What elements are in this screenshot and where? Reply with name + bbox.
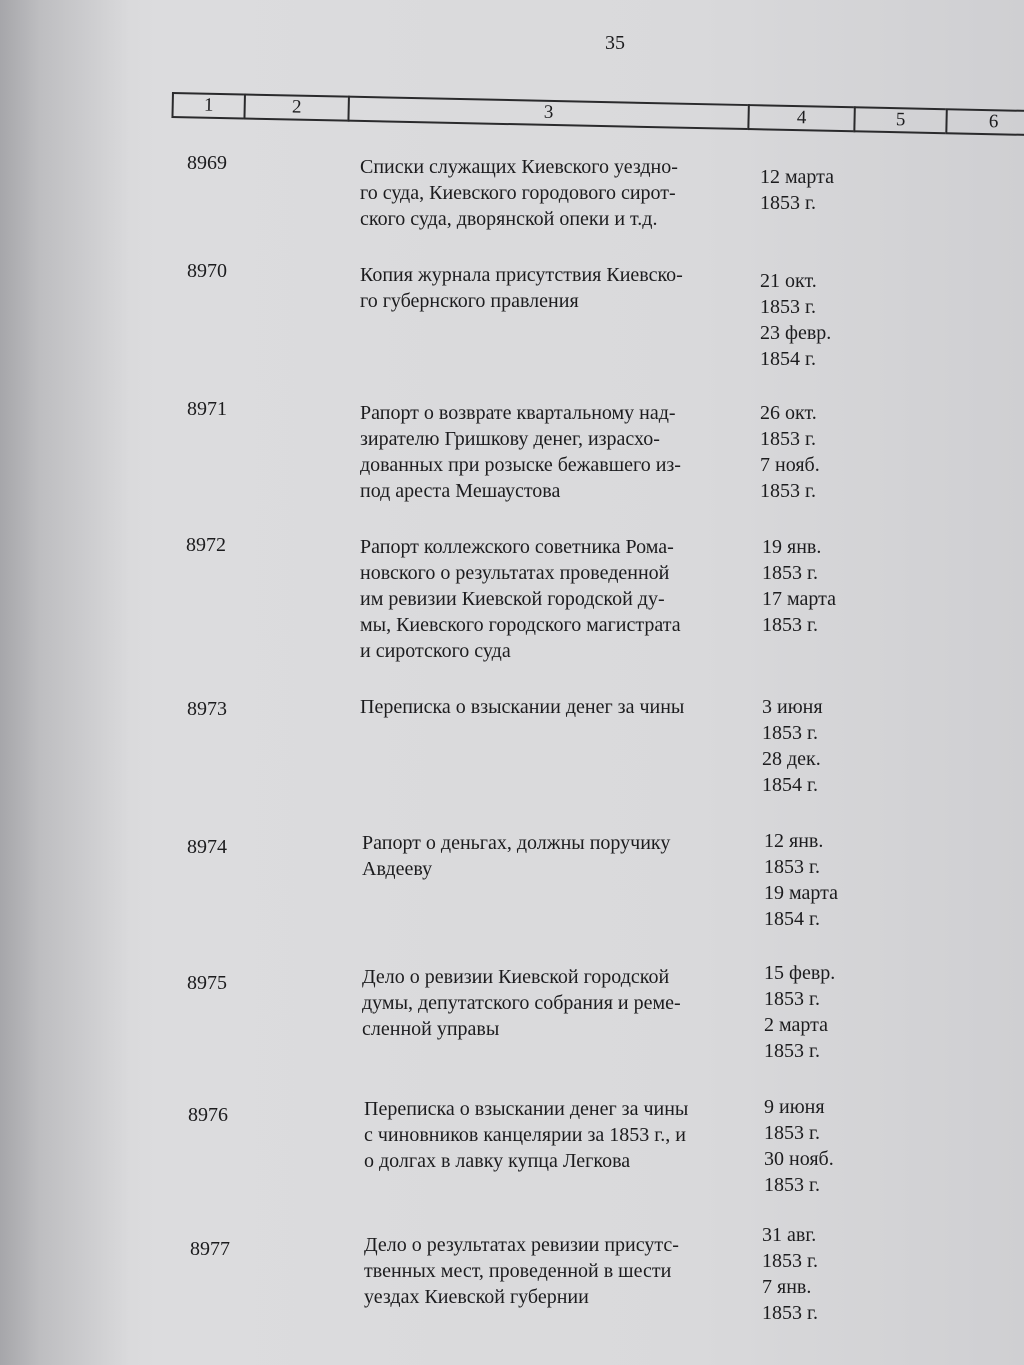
entry-description: [362, 830, 762, 882]
description-line: Копия журнала присутствия Киевско-: [360, 264, 683, 286]
description-line: зирателю Гришкову денег, израсхо-: [360, 428, 660, 450]
description-line: Дело о результатах ревизии присутс-: [364, 1234, 679, 1256]
date-line: 2 марта: [764, 1014, 828, 1036]
column-header-5: 5: [853, 106, 946, 134]
entry-number: 8969: [187, 152, 227, 174]
date-line: 1854 г.: [762, 774, 818, 796]
description-line: Авдееву: [362, 858, 433, 880]
description-line: сленной управы: [362, 1018, 500, 1040]
date-line: 1853 г.: [760, 296, 816, 318]
date-line: 1853 г.: [764, 1040, 820, 1062]
entry-dates: [764, 960, 835, 1064]
date-line: 7 янв.: [762, 1276, 812, 1298]
entry-description: [364, 1096, 764, 1174]
date-line: 1853 г.: [762, 722, 818, 744]
entry-number: 8974: [187, 836, 227, 858]
date-line: 1853 г.: [764, 988, 820, 1010]
description-line: и сиротского суда: [360, 640, 511, 662]
date-line: 1853 г.: [760, 428, 816, 450]
column-header-row: [171, 92, 1024, 148]
entry-dates: [760, 164, 834, 216]
date-line: 12 марта: [760, 166, 834, 188]
entry-description: [360, 400, 760, 504]
date-line: 1853 г.: [762, 1250, 818, 1272]
entry-description: [360, 154, 760, 232]
description-line: Рапорт о возврате квартальному над-: [360, 402, 676, 424]
date-line: 1854 г.: [764, 908, 820, 930]
description-line: твенных мест, проведенной в шести: [364, 1260, 672, 1282]
column-header-6: 6: [945, 108, 1024, 136]
description-line: уездах Киевской губернии: [364, 1286, 589, 1308]
date-line: 1853 г.: [760, 480, 816, 502]
column-header-2: 2: [243, 94, 348, 122]
entry-description: [362, 964, 762, 1042]
description-line: Переписка о взыскании денег за чины: [364, 1098, 689, 1120]
date-line: 1853 г.: [762, 614, 818, 636]
date-line: 9 июня: [764, 1096, 825, 1118]
entry-description: [360, 694, 760, 720]
date-line: 21 окт.: [760, 270, 817, 292]
description-line: с чиновников канцелярии за 1853 г., и: [364, 1124, 686, 1146]
date-line: 26 окт.: [760, 402, 817, 424]
description-line: Дело о ревизии Киевской городской: [362, 966, 670, 988]
description-line: думы, депутатского собрания и реме-: [362, 992, 681, 1014]
date-line: 1854 г.: [760, 348, 816, 370]
entry-number: 8976: [188, 1104, 228, 1126]
entry-dates: [762, 1222, 818, 1326]
description-line: го губернского правления: [360, 290, 579, 312]
description-line: Рапорт о деньгах, должны поручику: [362, 832, 671, 854]
date-line: 30 нояб.: [764, 1148, 834, 1170]
description-line: под ареста Мешаустова: [360, 480, 561, 502]
column-header-1: 1: [171, 92, 244, 120]
description-line: Переписка о взыскании денег за чины: [360, 696, 685, 718]
description-line: о долгах в лавку купца Легкова: [364, 1150, 631, 1172]
date-line: 12 янв.: [764, 830, 824, 852]
description-line: им ревизии Киевской городской ду-: [360, 588, 665, 610]
date-line: 17 марта: [762, 588, 836, 610]
date-line: 1853 г.: [764, 1122, 820, 1144]
column-header-3: 3: [347, 96, 747, 130]
entry-dates: [764, 1094, 834, 1198]
date-line: 19 янв.: [762, 536, 822, 558]
entry-number: 8970: [187, 260, 227, 282]
date-line: 19 марта: [764, 882, 838, 904]
date-line: 23 февр.: [760, 322, 832, 344]
entry-dates: [762, 534, 836, 638]
description-line: го суда, Киевского городового сирот-: [360, 182, 676, 204]
entry-description: [364, 1232, 764, 1310]
description-line: дованных при розыске бежавшего из-: [360, 454, 681, 476]
date-line: 15 февр.: [764, 962, 836, 984]
entry-dates: [764, 828, 838, 932]
date-line: 28 дек.: [762, 748, 821, 770]
entry-number: 8977: [190, 1238, 230, 1260]
entry-dates: [760, 400, 820, 504]
date-line: 1853 г.: [762, 562, 818, 584]
entry-description: [360, 262, 760, 314]
date-line: 7 нояб.: [760, 454, 820, 476]
date-line: 1853 г.: [762, 1302, 818, 1324]
entry-number: 8973: [187, 698, 227, 720]
date-line: 1853 г.: [764, 856, 820, 878]
gutter-shadow: [0, 0, 130, 1365]
entry-number: 8975: [187, 972, 227, 994]
description-line: Списки служащих Киевского уездно-: [360, 156, 678, 178]
date-line: 1853 г.: [760, 192, 816, 214]
date-line: 1853 г.: [764, 1174, 820, 1196]
entry-dates: [760, 268, 831, 372]
entry-dates: [762, 694, 823, 798]
description-line: новского о результатах проведенной: [360, 562, 670, 584]
page-number: 35: [605, 32, 625, 54]
description-line: ского суда, дворянской опеки и т.д.: [360, 208, 658, 230]
description-line: Рапорт коллежского советника Рома-: [360, 536, 674, 558]
entry-number: 8972: [186, 534, 226, 556]
entry-description: [360, 534, 760, 664]
entry-number: 8971: [187, 398, 227, 420]
description-line: мы, Киевского городского магистрата: [360, 614, 681, 636]
date-line: 3 июня: [762, 696, 823, 718]
date-line: 31 авг.: [762, 1224, 817, 1246]
column-header-4: 4: [747, 104, 854, 132]
